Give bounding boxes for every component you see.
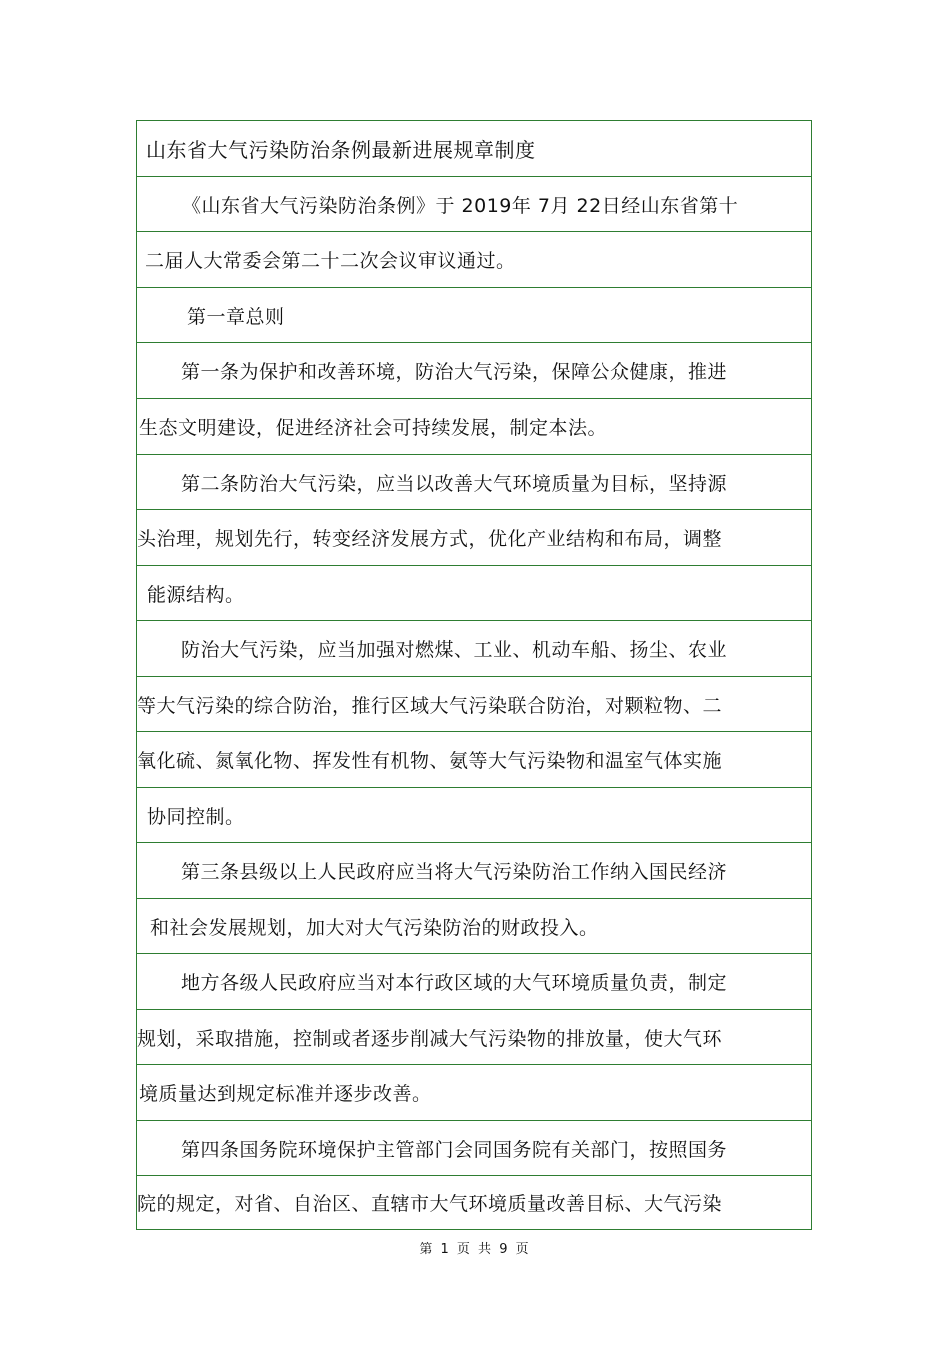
line-text: 第二条防治大气污染，应当以改善大气环境质量为目标，坚持源 bbox=[181, 472, 728, 495]
line-text: 第四条国务院环境保护主管部门会同国务院有关部门，按照国务 bbox=[181, 1138, 728, 1161]
paragraph-line bbox=[137, 843, 811, 899]
line-text: 地方各级人民政府应当对本行政区域的大气环境质量负责，制定 bbox=[181, 972, 728, 994]
paragraph-line bbox=[137, 621, 811, 677]
paragraph-line bbox=[137, 177, 811, 232]
paragraph-line bbox=[137, 788, 811, 843]
line-text: 第一条为保护和改善环境，防治大气污染，保障公众健康，推进 bbox=[181, 361, 728, 383]
paragraph-line bbox=[137, 343, 811, 399]
paragraph-line bbox=[137, 1176, 811, 1229]
line-text: 境质量达到规定标准并逐步改善。 bbox=[139, 1083, 432, 1105]
line-text: 和社会发展规划，加大对大气污染防治的财政投入。 bbox=[150, 916, 599, 939]
document-frame bbox=[136, 120, 812, 1230]
line-text: 能源结构。 bbox=[147, 583, 245, 606]
title-text: 山东省大气污染防治条例最新进展规章制度 bbox=[146, 138, 536, 162]
paragraph-line bbox=[137, 899, 811, 954]
line-text: 院的规定，对省、自治区、直辖市大气环境质量改善目标、大气污染 bbox=[137, 1193, 723, 1215]
paragraph-line bbox=[137, 1065, 811, 1121]
line-text: 防治大气污染，应当加强对燃煤、工业、机动车船、扬尘、农业 bbox=[181, 639, 728, 661]
paragraph-line bbox=[137, 566, 811, 621]
paragraph-line bbox=[137, 1121, 811, 1176]
paragraph-line bbox=[137, 677, 811, 732]
paragraph-line bbox=[137, 232, 811, 288]
page-number: 第 1 页 共 9 页 bbox=[419, 1242, 531, 1257]
line-text: 等大气污染的综合防治，推行区域大气污染联合防治，对颗粒物、二 bbox=[137, 694, 723, 717]
line-text: 第一章总则 bbox=[187, 305, 285, 328]
paragraph-line bbox=[137, 399, 811, 455]
paragraph-line bbox=[137, 1010, 811, 1065]
paragraph-line bbox=[137, 954, 811, 1010]
line-text: 《山东省大气污染防治条例》于 2019年 7月 22日经山东省第十 bbox=[182, 194, 739, 217]
line-text: 协同控制。 bbox=[147, 805, 245, 828]
paragraph-line bbox=[137, 732, 811, 788]
document-title bbox=[137, 121, 811, 177]
paragraph-line bbox=[137, 510, 811, 566]
line-text: 规划，采取措施，控制或者逐步削减大气污染物的排放量，使大气环 bbox=[137, 1027, 723, 1050]
line-text: 二届人大常委会第二十二次会议审议通过。 bbox=[145, 250, 516, 272]
paragraph-line bbox=[137, 455, 811, 510]
line-text: 氧化硫、氮氧化物、挥发性有机物、氨等大气污染物和温室气体实施 bbox=[137, 750, 723, 772]
line-text: 第三条县级以上人民政府应当将大气污染防治工作纳入国民经济 bbox=[181, 861, 728, 883]
line-text: 生态文明建设，促进经济社会可持续发展，制定本法。 bbox=[139, 417, 608, 439]
line-text: 头治理，规划先行，转变经济发展方式，优化产业结构和布局，调整 bbox=[137, 528, 723, 550]
chapter-heading bbox=[137, 288, 811, 343]
